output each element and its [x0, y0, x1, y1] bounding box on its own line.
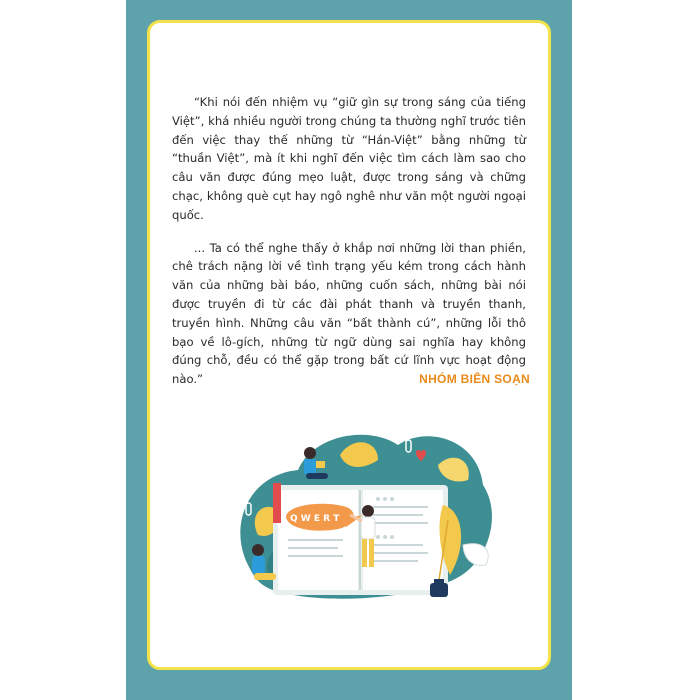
open-book-icon: [273, 483, 448, 595]
paragraph-2: ... Ta có thể nghe thấy ở khắp nơi những lời than phiền, chê trách nặng lời về tình trạng yếu kém trong cách hành văn của những bài báo, những cuốn sách, những bài nói được truyền đi từ các đài phát thanh và truyền thanh, truyền hình. Những câu văn “bất thành cú”, những lỗi thô bạo về lô-gích, những từ ngữ dùng sai nghĩa hay không đúng chỗ, đều có thể gặp trong bất cứ lĩnh vực hoạt động nào.”: [172, 240, 526, 387]
paragraph-1: “Khi nói đến nhiệm vụ “giữ gìn sự trong sáng của tiếng Việt”, khá nhiều người trong chúng ta thường nghĩ trước tiên đến việc thay thế những từ “Hán-Việt” bằng những từ “thuần Việt”, mà ít khi nghĩ đến việc tìm cách làm sao cho câu văn được đúng mẹo luật, được trong sáng và chững chạc, không què cụt hay ngô nghê như văn một người ngoại quốc.: [172, 95, 526, 222]
reading-illustration: [228, 415, 498, 615]
quote-text: [172, 93, 526, 403]
signature: NHÓM BIÊN SOẠN: [419, 372, 530, 386]
svg-text:Q W E R T: Q W E R T: [290, 514, 340, 524]
